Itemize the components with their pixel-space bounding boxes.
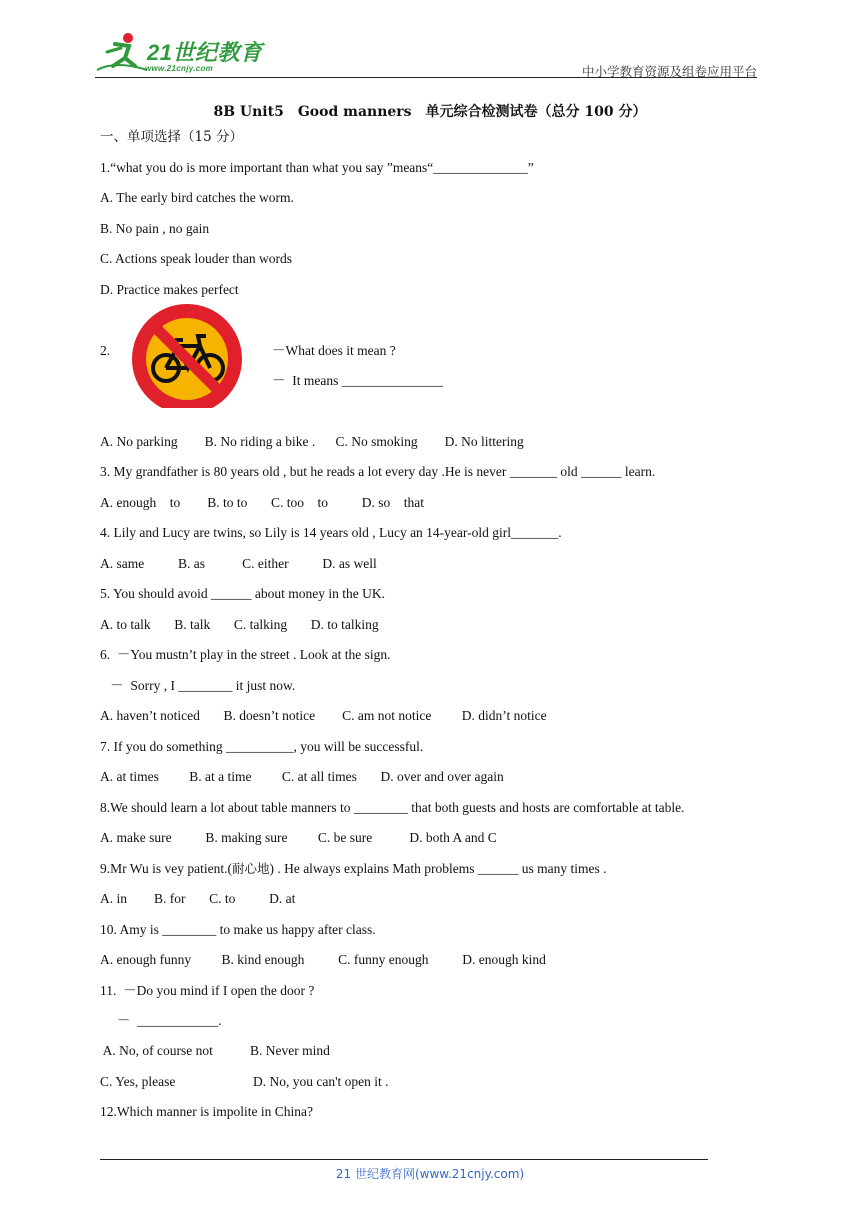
q7-options: A. at times B. at a time C. at all times D. over and over again <box>100 769 504 784</box>
page-header <box>95 30 757 78</box>
q3-options: A. enough to B. to to C. too to D. so that <box>100 495 424 510</box>
section-heading: 一、单项选择（15 分） <box>100 129 243 145</box>
q10-options: A. enough funny B. kind enough C. funny enough D. enough kind <box>100 952 546 967</box>
page-title: 8B Unit5 Good manners 单元综合检测试卷（总分 100 分） <box>213 104 647 120</box>
question-3: 3. My grandfather is 80 years old , but he reads a lot every day .He is never _______ old ______ learn. <box>100 464 656 479</box>
q9-chinese-gloss: 耐心地 <box>231 861 270 876</box>
question-8: 8.We should learn a lot about table manners to ________ that both guests and hosts are comfortable at table. <box>100 800 685 815</box>
header-divider <box>95 77 757 78</box>
logo-text: 21世纪教育 <box>147 40 263 65</box>
footer-divider <box>100 1159 708 1160</box>
q1-option-b: B. No pain , no gain <box>100 221 210 236</box>
q4-options: A. same B. as C. either D. as well <box>100 556 377 571</box>
q9-text-end: ) . He always explains Math problems ______ us many times . <box>269 861 607 876</box>
question-7: 7. If you do something __________, you will be successful. <box>100 739 424 754</box>
q1-option-c: C. Actions speak louder than words <box>100 251 292 266</box>
q6-options: A. haven’t noticed B. doesn’t notice C. am not notice D. didn’t notice <box>100 708 547 723</box>
question-2-number: 2. <box>100 343 111 358</box>
q2-options: A. No parking B. No riding a bike . C. No smoking D. No littering <box>100 434 524 449</box>
q1-option-d: D. Practice makes perfect <box>100 282 239 297</box>
q2-dialog-1: －What does it mean ? <box>272 343 396 358</box>
q5-options: A. to talk B. talk C. talking D. to talking <box>100 617 379 632</box>
footer-text[interactable]: 21 世纪教育网(www.21cnjy.com) <box>335 1167 525 1181</box>
q9-text-start: 9.Mr Wu is vey patient.( <box>100 861 232 876</box>
q2-dialog-2: － It means _______________ <box>272 373 443 388</box>
question-12: 12.Which manner is impolite in China? <box>100 1104 313 1119</box>
question-9 <box>100 860 607 878</box>
logo-url: www.21cnjy.com <box>145 64 214 73</box>
logo <box>95 30 265 76</box>
platform-name: 中小学教育资源及组卷应用平台 <box>581 64 757 79</box>
question-5: 5. You should avoid ______ about money in the UK. <box>100 586 385 601</box>
question-10: 10. Amy is ________ to make us happy after class. <box>100 922 376 937</box>
q11-options-cd: C. Yes, please D. No, you can't open it . <box>100 1074 389 1089</box>
no-bicycle-sign-icon <box>130 302 244 408</box>
q9-options: A. in B. for C. to D. at <box>100 891 296 906</box>
q6-dialog: － Sorry , I ________ it just now. <box>100 678 296 693</box>
q8-options: A. make sure B. making sure C. be sure D. both A and C <box>100 830 497 845</box>
q11-dialog: － ____________. <box>100 1013 222 1028</box>
question-4: 4. Lily and Lucy are twins, so Lily is 14 years old , Lucy an 14-year-old girl_______. <box>100 525 562 540</box>
question-11: 11. －Do you mind if I open the door ? <box>100 983 315 998</box>
q1-option-a: A. The early bird catches the worm. <box>100 190 294 205</box>
runner-logo-icon <box>95 30 151 76</box>
q11-options-ab: A. No, of course not B. Never mind <box>100 1043 330 1058</box>
question-1: 1.“what you do is more important than what you say ”means“______________” <box>100 160 534 175</box>
question-6: 6. －You mustn’t play in the street . Look at the sign. <box>100 647 391 662</box>
